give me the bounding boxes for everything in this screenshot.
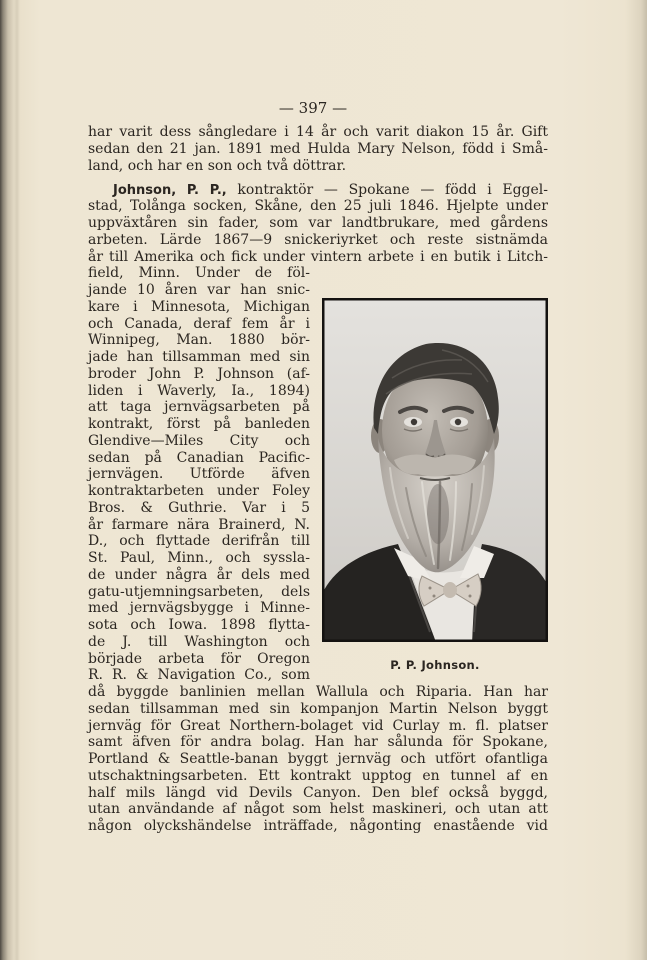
page-number: — 397 —: [278, 99, 348, 117]
text-line: år farmare nära Brainerd, N.: [88, 516, 310, 533]
text-line: half mils längd vid Devils Canyon. Den blef också byggd,: [88, 784, 548, 801]
text-line: då byggde banlinien mellan Wallula och Riparia. Han har: [88, 684, 548, 701]
text-line: de under några år dels med: [88, 566, 310, 583]
text-line: år till Amerika och fick under vintern arbete i en butik i Litch-: [88, 248, 548, 265]
entry-first-line: kontraktör — Spokane — född i Eggel-: [237, 181, 548, 198]
text-line: jernvägen. Utförde äfven: [88, 466, 310, 483]
text-line: liden i Waverly, Ia., 1894): [88, 382, 310, 399]
text-line: gatu-utjemningsarbeten, dels: [88, 583, 310, 600]
text-line: St. Paul, Minn., och syssla-: [88, 550, 310, 567]
text-line: sedan tillsamman med sin kompanjon Martin Nelson byggt: [88, 700, 548, 717]
text-line: sota och Iowa. 1898 flytta-: [88, 617, 310, 634]
text-line: Glendive—Miles City och: [88, 432, 310, 449]
paragraph-continuation: [88, 124, 548, 174]
text-line: broder John P. Johnson (af-: [88, 365, 310, 382]
text-line: har varit dess sångledare i 14 år och varit diakon 15 år. Gift: [88, 124, 548, 140]
text-line: stad, Tolånga socken, Skåne, den 25 juli 1846. Hjelpte under: [88, 198, 548, 215]
text-line: och Canada, deraf fem år i: [88, 315, 310, 332]
portrait-graphic: [322, 298, 548, 642]
text-line: jernväg för Great Northern-bolaget vid Curlay m. fl. platser: [88, 717, 548, 734]
text-line: jade han tillsamman med sin: [88, 349, 310, 366]
text-line: började arbeta för Oregon: [88, 650, 310, 667]
text-line: samt äfven för andra bolag. Han har sålunda för Spokane,: [88, 734, 548, 751]
text-line: Portland & Seattle-banan byggt jernväg och utfört ofantliga: [88, 751, 548, 768]
text-line: [88, 182, 548, 199]
text-line: utschaktningsarbeten. Ett kontrakt upptog en tunnel af en: [88, 767, 548, 784]
text-line: kare i Minnesota, Michigan: [88, 298, 310, 315]
text-line: med jernvägsbygge i Minne-: [88, 600, 310, 617]
text-line: kontrakt, först på banleden: [88, 416, 310, 433]
text-line: någon olyckshändelse inträffade, någonting enastående vid: [88, 818, 548, 835]
text-line: kontraktarbeten under Foley: [88, 483, 310, 500]
entry-name: Johnson, P. P.,: [113, 182, 227, 198]
text-line: utan användande af något som helst maskineri, och utan att: [88, 801, 548, 818]
text-line: arbeten. Lärde 1867—9 snickeriyrket och reste sistnämda: [88, 231, 548, 248]
text-line: sedan den 21 jan. 1891 med Hulda Mary Nelson, född i Små-: [88, 140, 548, 157]
text-line: Winnipeg, Man. 1880 bör-: [88, 332, 310, 349]
photo-caption: P. P. Johnson.: [390, 658, 480, 672]
text-line: de J. till Washington och: [88, 633, 310, 650]
text-line: uppväxtåren sin fader, som var landtbrukare, med gårdens: [88, 215, 548, 232]
portrait-photo: [322, 298, 548, 642]
text-line: land, och har en son och två döttrar.: [88, 157, 347, 174]
text-line: att taga jernvägsarbeten på: [88, 399, 310, 416]
text-line: field, Minn. Under de föl-: [88, 265, 310, 282]
text-line: R. R. & Navigation Co., som: [88, 667, 310, 684]
text-line: D., och flyttade derifrån till: [88, 533, 310, 550]
text-line: jande 10 åren var han snic-: [88, 282, 310, 299]
text-line: sedan på Canadian Pacific-: [88, 449, 310, 466]
text-line: Bros. & Guthrie. Var i 5: [88, 499, 310, 516]
